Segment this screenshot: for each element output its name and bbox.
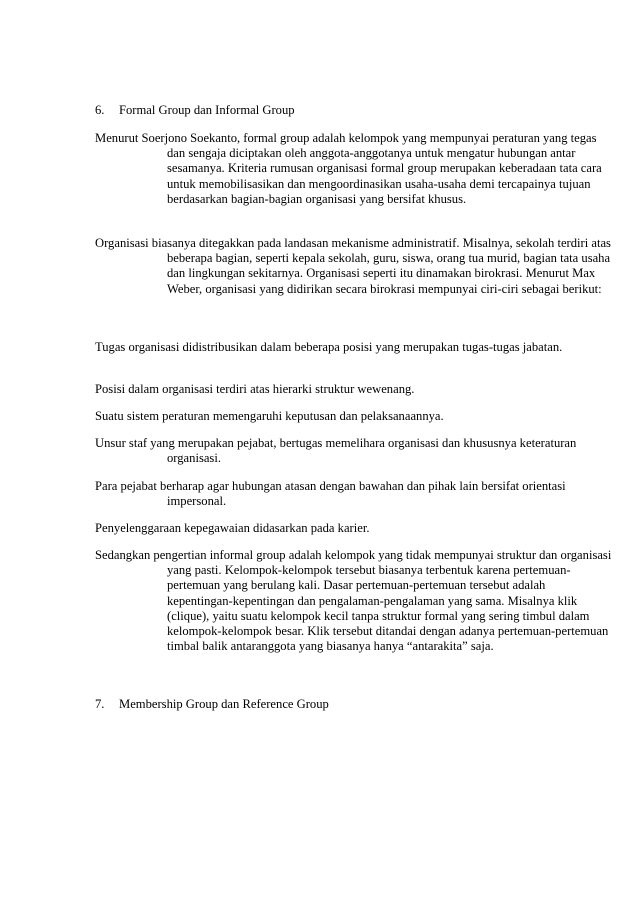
paragraph-posisi-hierarki: Posisi dalam organisasi terdiri atas hierarki struktur wewenang. [95, 382, 415, 396]
paragraph-organisasi-birokrasi: Organisasi biasanya ditegakkan pada landasan mekanisme administratif. Misalnya, sekolah terdiri atas beberapa bagian, seperti kepala sekolah, guru, siswa, orang tua murid, bagian tata usaha dan lingkungan sekitarnya. Organisasi seperti itu dinamakan birokrasi. Menurut Max Weber, organisasi yang didirikan secara birokrasi mempunyai ciri-ciri sebagai berikut: [95, 236, 611, 296]
section-heading-6 [95, 103, 555, 118]
paragraph-informal-group-definition: Sedangkan pengertian informal group adalah kelompok yang tidak mempunyai struktur dan organisasi yang pasti. Kelompok-kelompok tersebut biasanya terbentuk karena pertemuan-pertemuan yang berulang kali. Dasar pertemuan-pertemuan tersebut adalah kepentingan-kepentingan dan pengalaman-pengalaman yang sama. Misalnya klik (clique), yaitu suatu kelompok kecil tanpa struktur formal yang sering timbul dalam kelompok-kelompok besar. Klik tersebut ditandai dengan adanya pertemuan-pertemuan timbal balik antaranggota yang biasanya hanya “antarakita” saja. [95, 548, 612, 654]
paragraph-formal-group-definition: Menurut Soerjono Soekanto, formal group adalah kelompok yang mempunyai peraturan yang tegas dan sengaja diciptakan oleh anggota-anggotanya untuk mengatur hubungan antar sesamanya. Kriteria rumusan organisasi formal group merupakan keberadaan tata cara untuk memobilisasikan dan mengoordinasikan usaha-usaha demi tercapainya tujuan berdasarkan bagian-bagian organisasi yang bersifat khusus. [95, 131, 602, 206]
paragraph-unsur-staf: Unsur staf yang merupakan pejabat, bertugas memelihara organisasi dan khususnya keteraturan organisasi. [95, 436, 577, 466]
section-number: 7. [95, 697, 105, 711]
section-title: Formal Group dan Informal Group [119, 103, 295, 117]
paragraph-tugas-organisasi: Tugas organisasi didistribusikan dalam beberapa posisi yang merupakan tugas-tugas jabatan. [95, 340, 563, 354]
paragraph-kepegawaian-karier: Penyelenggaraan kepegawaian didasarkan pada karier. [95, 521, 370, 535]
section-heading-7 [95, 697, 555, 712]
section-number: 6. [95, 103, 105, 117]
paragraph-sistem-peraturan: Suatu sistem peraturan memengaruhi keputusan dan pelaksanaannya. [95, 409, 444, 423]
paragraph-para-pejabat: Para pejabat berharap agar hubungan atasan dengan bawahan dan pihak lain bersifat orientasi impersonal. [95, 479, 566, 509]
section-title: Membership Group dan Reference Group [119, 697, 329, 711]
